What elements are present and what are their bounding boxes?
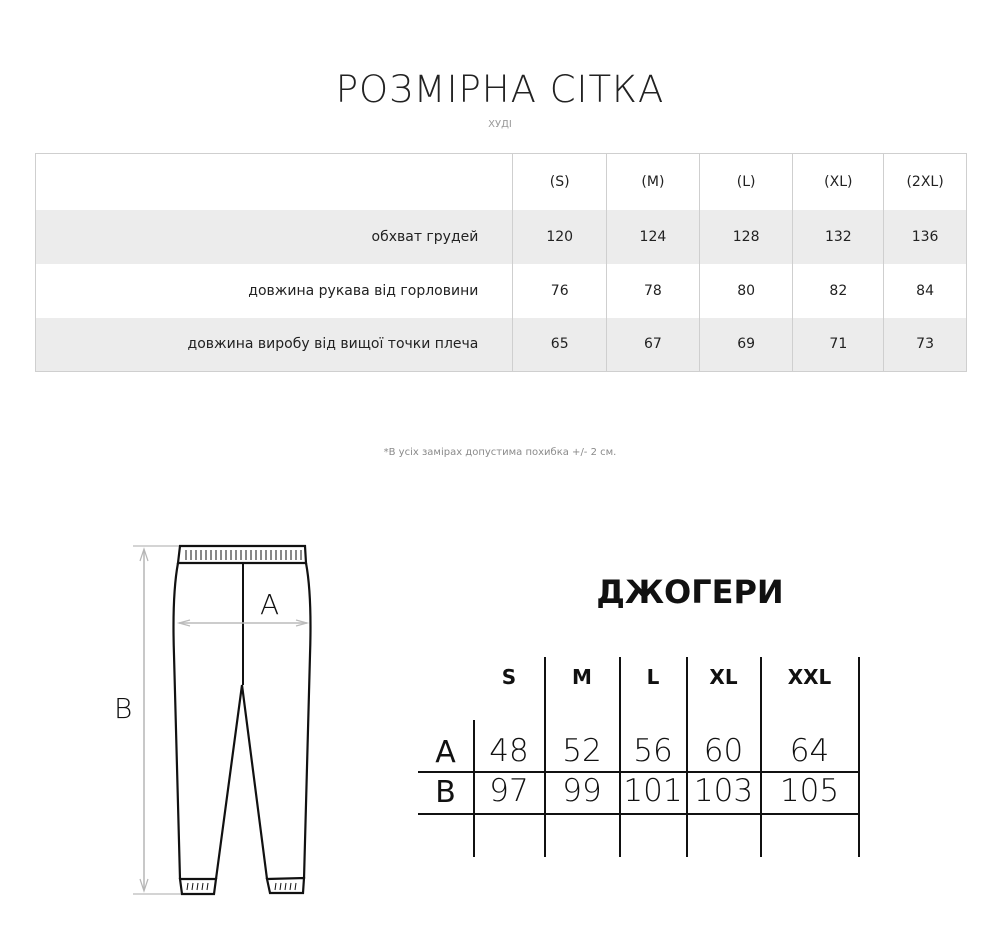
column-header: (S)	[513, 154, 607, 210]
table-cell: 97	[489, 773, 529, 809]
table-row	[36, 210, 967, 264]
table-row	[36, 264, 967, 318]
table-cell: 71	[793, 318, 884, 372]
table-cell: 76	[513, 264, 607, 318]
table-cell: 132	[793, 210, 884, 264]
table-cell: 73	[884, 318, 967, 372]
column-header: XXL	[787, 665, 832, 689]
row-label: A	[435, 735, 456, 770]
row-label: B	[435, 775, 456, 810]
column-header: (L)	[699, 154, 793, 210]
row-label: довжина рукава від горловини	[36, 264, 513, 318]
table-cell: 78	[607, 264, 700, 318]
table-cell: 56	[633, 733, 673, 769]
table-cell: 84	[884, 264, 967, 318]
table-cell: 80	[699, 264, 793, 318]
column-header: M	[572, 665, 592, 689]
grid-line	[858, 657, 860, 857]
table-cell: 103	[693, 773, 754, 809]
table-cell: 101	[623, 773, 683, 809]
table-cell: 120	[513, 210, 607, 264]
column-header: (M)	[607, 154, 700, 210]
dimension-label-b: B	[114, 692, 133, 725]
table-cell: 128	[699, 210, 793, 264]
row-label: довжина виробу від вищої точки плеча	[36, 318, 513, 372]
table-cell: 124	[607, 210, 700, 264]
dimension-label-a: A	[260, 588, 280, 621]
jogger-diagram	[100, 535, 330, 905]
column-header: (XL)	[793, 154, 884, 210]
table-cell: 65	[513, 318, 607, 372]
column-header: S	[501, 665, 517, 689]
header-empty-cell	[36, 154, 513, 210]
table-cell: 82	[793, 264, 884, 318]
table-header-row	[36, 154, 967, 210]
table-cell: 136	[884, 210, 967, 264]
column-header: (2XL)	[884, 154, 967, 210]
grid-line	[418, 813, 859, 815]
column-header: XL	[709, 665, 738, 689]
column-header: L	[646, 665, 660, 689]
table-cell: 52	[562, 733, 602, 769]
page-subtitle: ХУДІ	[488, 119, 512, 130]
joggers-title: ДЖОГЕРИ	[596, 573, 784, 611]
table-cell: 64	[789, 733, 830, 769]
table-cell: 67	[607, 318, 700, 372]
table-cell: 60	[703, 733, 744, 769]
row-label: обхват грудей	[36, 210, 513, 264]
jogger-pants-icon	[100, 535, 330, 905]
joggers-size-table	[418, 655, 860, 860]
hoodie-size-table	[35, 153, 967, 372]
table-row	[36, 318, 967, 372]
table-cell: 48	[489, 733, 529, 769]
table-cell: 99	[562, 773, 602, 809]
table-cell: 69	[699, 318, 793, 372]
page-title: РОЗМІРНА СІТКА	[335, 68, 665, 111]
table-cell: 105	[779, 773, 840, 809]
measurement-note: *В усіх замірах допустима похибка +/- 2 см.	[383, 447, 617, 458]
